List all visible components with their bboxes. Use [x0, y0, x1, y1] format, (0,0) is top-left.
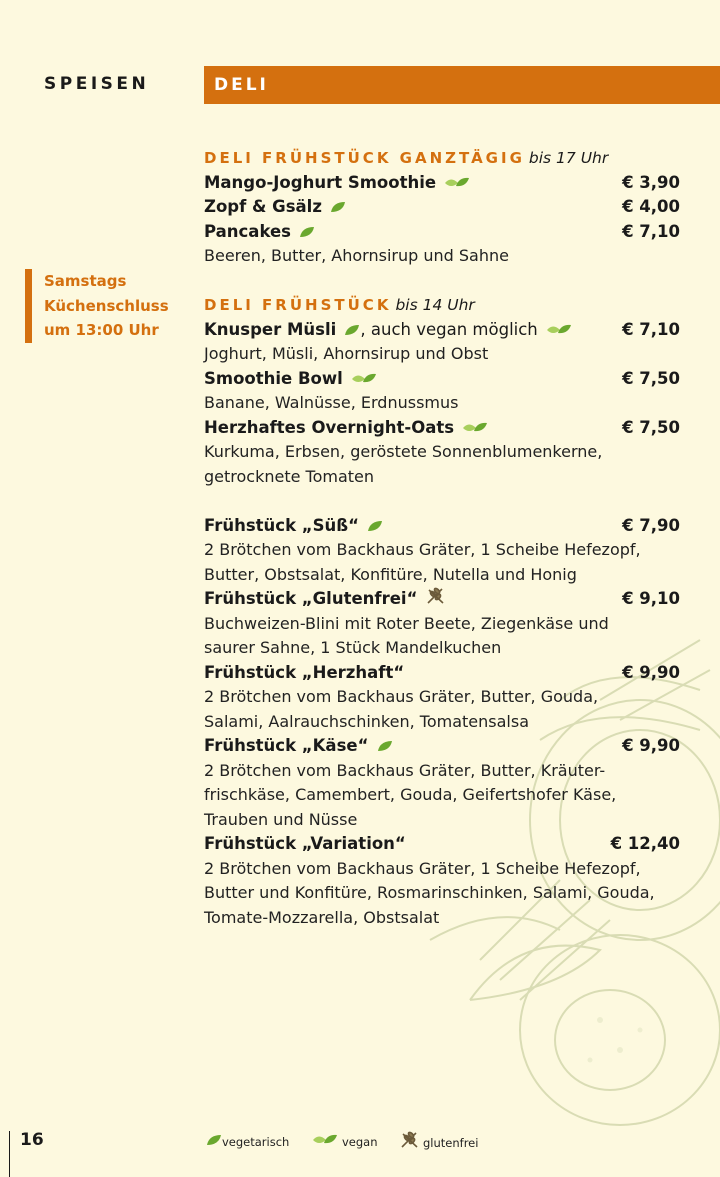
vegan-icon	[312, 1134, 338, 1149]
item-description: 2 Brötchen vom Backhaus Gräter, 1 Scheibe Hefezopf,	[204, 858, 641, 878]
item-description: Trauben und Nüsse	[204, 809, 358, 829]
section-title	[204, 146, 680, 171]
item-name: Frühstück „Herzhaft“	[204, 662, 405, 682]
legend-glutenfree	[400, 1131, 478, 1152]
footer-divider	[9, 1131, 10, 1177]
legend-vegetarian	[206, 1134, 289, 1149]
glutenfree-icon	[400, 1131, 420, 1152]
vegetarian-icon	[344, 319, 360, 344]
item-description: Butter und Konfitüre, Rosmarinschinken, Salami, Gouda,	[204, 883, 655, 902]
item-name: Pancakes	[204, 221, 291, 241]
item-description: Joghurt, Müsli, Ahornsirup und Obst	[204, 344, 489, 363]
item-description: 2 Brötchen vom Backhaus Gräter, 1 Scheibe Hefezopf,	[204, 540, 641, 559]
item-price: € 9,90	[622, 662, 680, 682]
vegetarian-icon	[206, 1134, 222, 1149]
category-label: SPEISEN	[44, 74, 150, 94]
vegetarian-icon	[330, 196, 346, 221]
item-description: Tomate-Mozzarella, Obstsalat	[204, 907, 440, 927]
menu-item	[204, 661, 680, 686]
item-description: Beeren, Butter, Ahornsirup und Sahne	[204, 246, 509, 265]
glutenfree-icon	[426, 587, 446, 613]
vegan-icon	[462, 417, 488, 442]
item-name: Frühstück „Glutenfrei“	[204, 589, 418, 608]
item-extra: , auch vegan möglich	[360, 319, 538, 339]
item-description: frischkäse, Camembert, Gouda, Geifertshofer Käse,	[204, 785, 617, 804]
page-number: 16	[20, 1130, 44, 1150]
item-price: € 7,50	[622, 417, 680, 437]
side-note-line: Samstags	[44, 272, 127, 290]
legend-label: glutenfrei	[423, 1136, 479, 1150]
legend-label: vegetarisch	[222, 1134, 290, 1149]
vegetarian-icon	[299, 221, 315, 246]
section-title-text: DELI FRÜHSTÜCK GANZTÄGIG	[204, 149, 525, 167]
menu-item	[204, 587, 680, 612]
item-description: Salami, Aalrauchschinken, Tomatensalsa	[204, 711, 529, 731]
item-description: Buchweizen-Blini mit Roter Beete, Ziegenkäse und	[204, 613, 609, 633]
item-name: Smoothie Bowl	[204, 368, 343, 388]
menu-item	[204, 514, 680, 539]
menu-item	[204, 220, 680, 245]
item-description: saurer Sahne, 1 Stück Mandelkuchen	[204, 638, 502, 657]
item-price: € 9,10	[622, 589, 680, 608]
item-price: € 7,90	[622, 515, 680, 535]
vegan-icon	[546, 319, 572, 344]
menu-item	[204, 734, 680, 759]
menu-item	[204, 171, 680, 196]
item-description: Kurkuma, Erbsen, geröstete Sonnenblumenkerne,	[204, 442, 603, 461]
menu-list	[204, 146, 680, 930]
item-name: Zopf & Gsälz	[204, 197, 322, 216]
menu-item	[204, 832, 680, 857]
menu-item	[204, 195, 680, 220]
vegan-icon	[351, 368, 377, 393]
legend-vegan	[312, 1134, 378, 1149]
side-note-line: Küchenschluss	[44, 296, 169, 315]
item-name: Frühstück „Variation“	[204, 834, 406, 853]
item-description: getrocknete Tomaten	[204, 466, 375, 486]
vegan-icon	[444, 172, 470, 197]
vegetarian-icon	[377, 735, 393, 760]
section-subtitle: bis 14 Uhr	[395, 296, 475, 314]
section-subtitle: bis 17 Uhr	[528, 149, 609, 167]
item-price: € 7,10	[622, 221, 680, 241]
item-price: € 7,10	[622, 319, 680, 339]
item-name: Knusper Müsli	[204, 319, 337, 339]
side-note	[25, 269, 169, 343]
section-title-text: DELI FRÜHSTÜCK	[204, 296, 392, 314]
item-price: € 7,50	[622, 368, 680, 388]
side-note-line: um 13:00 Uhr	[44, 321, 159, 339]
menu-item	[204, 367, 680, 392]
item-name: Mango-Joghurt Smoothie	[204, 172, 437, 192]
legend-label: vegan	[342, 1134, 378, 1149]
item-name: Herzhaftes Overnight-Oats	[204, 417, 455, 437]
menu-item	[204, 318, 680, 343]
item-name: Frühstück „Käse“	[204, 736, 369, 755]
menu-item	[204, 416, 680, 441]
vegetarian-icon	[367, 515, 383, 540]
item-price: € 12,40	[610, 834, 680, 853]
section-header-label: DELI	[214, 75, 269, 95]
item-description: 2 Brötchen vom Backhaus Gräter, Butter, Gouda,	[204, 687, 599, 706]
item-price: € 3,90	[622, 172, 680, 192]
item-name: Frühstück „Süß“	[204, 515, 359, 535]
item-price: € 4,00	[622, 197, 680, 216]
section-header-bar	[204, 66, 720, 104]
item-description: Butter, Obstsalat, Konfitüre, Nutella und Honig	[204, 564, 577, 584]
item-description: 2 Brötchen vom Backhaus Gräter, Butter, Kräuter-	[204, 760, 606, 780]
item-description: Banane, Walnüsse, Erdnussmus	[204, 393, 459, 412]
section-title	[204, 293, 680, 318]
item-price: € 9,90	[622, 736, 680, 755]
